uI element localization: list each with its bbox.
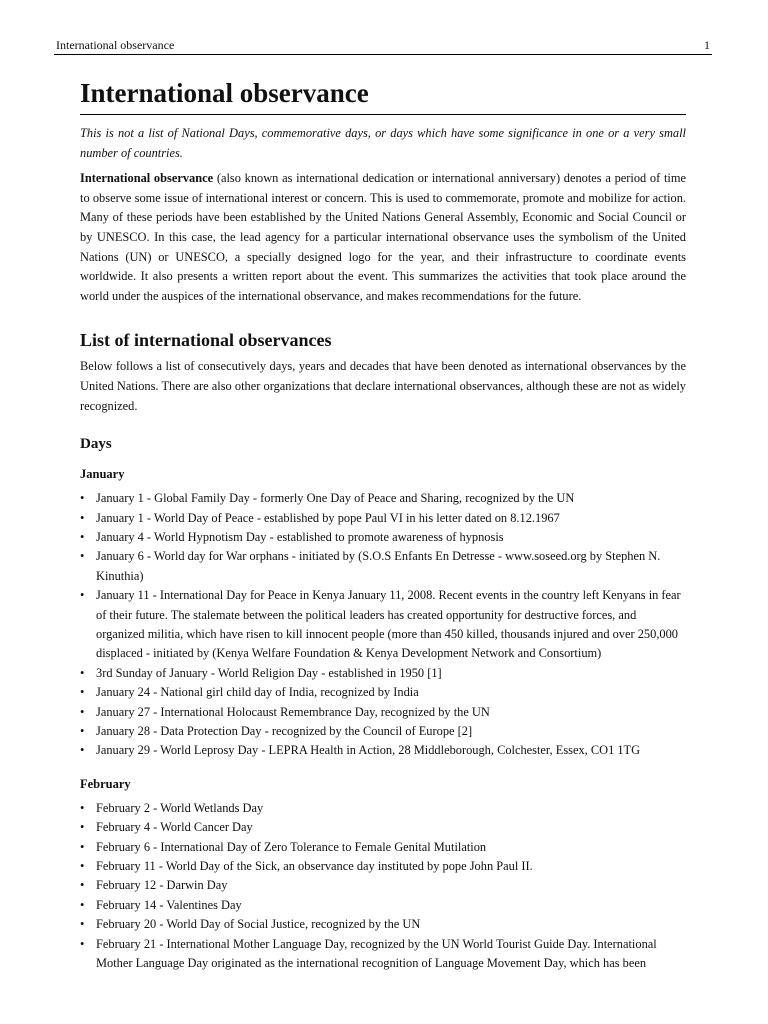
list-item-text: February 21 - International Mother Language Day, recognized by the UN World Tourist Guide Day. International Mother Language Day originated as the international recognition of Language Movement Day, which has been xyxy=(96,936,657,971)
list-item-text: January 11 - International Day for Peace in Kenya January 11, 2008. Recent events in the country left Kenyans in fear of their future. The stalemate between the political leaders has created opportunity for destructive forces, and organized militia, which have risen to kill innocent people (more than 450 killed, thousands injured and over 250,000 displaced - initiated by (Kenya Welfare Foundation & Kenya Development Network and Consortium) xyxy=(96,588,681,661)
list-item-text: January 28 - Data Protection Day - recognized by the Council of Europe [2] xyxy=(96,724,473,738)
bullet-icon: • xyxy=(80,510,85,525)
intro-bold-term: International observance xyxy=(80,171,214,186)
list-item xyxy=(80,722,686,741)
list-section-paragraph: Below follows a list of consecutively days, years and decades that have been denoted as international observances by the United Nations. There are also other organizations that declare international observances, although these are not as widely recognized. xyxy=(80,359,686,413)
section-heading-list: List of international observances xyxy=(80,330,332,351)
running-head-title: International observance xyxy=(56,38,175,52)
bullet-icon: • xyxy=(80,839,85,854)
bullet-icon: • xyxy=(80,491,85,506)
list-item-text: January 27 - International Holocaust Remembrance Day, recognized by the UN xyxy=(96,704,490,719)
list-item xyxy=(80,509,686,528)
bullet-icon: • xyxy=(80,917,85,932)
list-item-text: February 20 - World Day of Social Justice, recognized by the UN xyxy=(96,917,421,932)
list-item xyxy=(80,818,686,837)
bullet-icon: • xyxy=(80,897,85,912)
list-item-text: February 2 - World Wetlands Day xyxy=(96,800,264,815)
february-list xyxy=(80,799,686,974)
bullet-icon: • xyxy=(80,743,85,758)
page-number: 1 xyxy=(704,38,710,52)
running-head xyxy=(54,37,712,55)
list-item xyxy=(80,547,686,586)
intro-paragraph xyxy=(80,169,686,306)
list-item xyxy=(80,799,686,818)
article-title: International observance xyxy=(80,76,686,115)
list-item xyxy=(80,935,686,974)
article-body xyxy=(80,76,686,973)
january-list xyxy=(80,489,686,761)
list-item xyxy=(80,703,686,722)
list-item-text: January 4 - World Hypnotism Day - established to promote awareness of hypnosis xyxy=(96,529,504,544)
list-item-text: February 4 - World Cancer Day xyxy=(96,820,253,835)
list-item-text: January 24 - National girl child day of India, recognized by India xyxy=(96,685,419,700)
bullet-icon: • xyxy=(80,704,85,719)
bullet-icon: • xyxy=(80,800,85,815)
bullet-icon: • xyxy=(80,588,85,603)
list-item xyxy=(80,838,686,857)
list-item xyxy=(80,876,686,895)
list-item-text: February 6 - International Day of Zero Tolerance to Female Genital Mutilation xyxy=(96,839,487,854)
hatnote: This is not a list of National Days, commemorative days, or days which have some significance in one or a very small number of countries. xyxy=(80,126,686,160)
list-item xyxy=(80,896,686,915)
list-item xyxy=(80,528,686,547)
list-item xyxy=(80,664,686,683)
bullet-icon: • xyxy=(80,820,85,835)
intro-text: (also known as international dedication or international anniversary) denotes a period of time to observe some issue of international interest or concern. This is used to commemorate, promote and mobilize for action. Many of these periods have been established by the United Nations General Assembly, Economic and Social Council or by UNESCO. In this case, the lead agency for a particular international observance uses the symbolism of the United Nations (UN) or UNESCO, a specially designed logo for the year, and their infrastructure to coordinate events worldwide. It also presents a written report about the event. This summarizes the activities that took place around the world under the auspices of the international observance, and makes recommendations for the future. xyxy=(80,171,686,303)
bullet-icon: • xyxy=(80,529,85,544)
list-item-text: January 6 - World day for War orphans - initiated by (S.O.S Enfants En Detresse - www.soseed.org by Stephen N. Kinuthia) xyxy=(96,549,661,583)
subsection-heading-days: Days xyxy=(80,436,112,453)
bullet-icon: • xyxy=(80,724,85,738)
list-item xyxy=(80,857,686,876)
month-heading-february: February xyxy=(80,776,131,791)
month-heading-january: January xyxy=(80,467,125,482)
list-item xyxy=(80,741,686,760)
bullet-icon: • xyxy=(80,859,85,874)
bullet-icon: • xyxy=(80,665,85,680)
list-item xyxy=(80,915,686,934)
list-item-text: February 14 - Valentines Day xyxy=(96,897,242,912)
list-item-text: February 11 - World Day of the Sick, an observance day instituted by pope John Paul II. xyxy=(96,859,533,874)
list-item xyxy=(80,683,686,702)
bullet-icon: • xyxy=(80,878,85,893)
list-item xyxy=(80,586,686,664)
list-item xyxy=(80,489,686,508)
list-item-text: February 12 - Darwin Day xyxy=(96,878,228,893)
list-item-text: January 29 - World Leprosy Day - LEPRA Health in Action, 28 Middleborough, Colchester, Essex, CO1 1TG xyxy=(96,743,641,758)
list-item-text: January 1 - World Day of Peace - established by pope Paul VI in his letter dated on 8.12.1967 xyxy=(96,510,560,525)
list-item-text: 3rd Sunday of January - World Religion Day - established in 1950 [1] xyxy=(96,665,442,680)
list-item-text: January 1 - Global Family Day - formerly One Day of Peace and Sharing, recognized by the UN xyxy=(96,491,575,506)
bullet-icon: • xyxy=(80,936,85,951)
bullet-icon: • xyxy=(80,685,85,700)
bullet-icon: • xyxy=(80,549,85,564)
